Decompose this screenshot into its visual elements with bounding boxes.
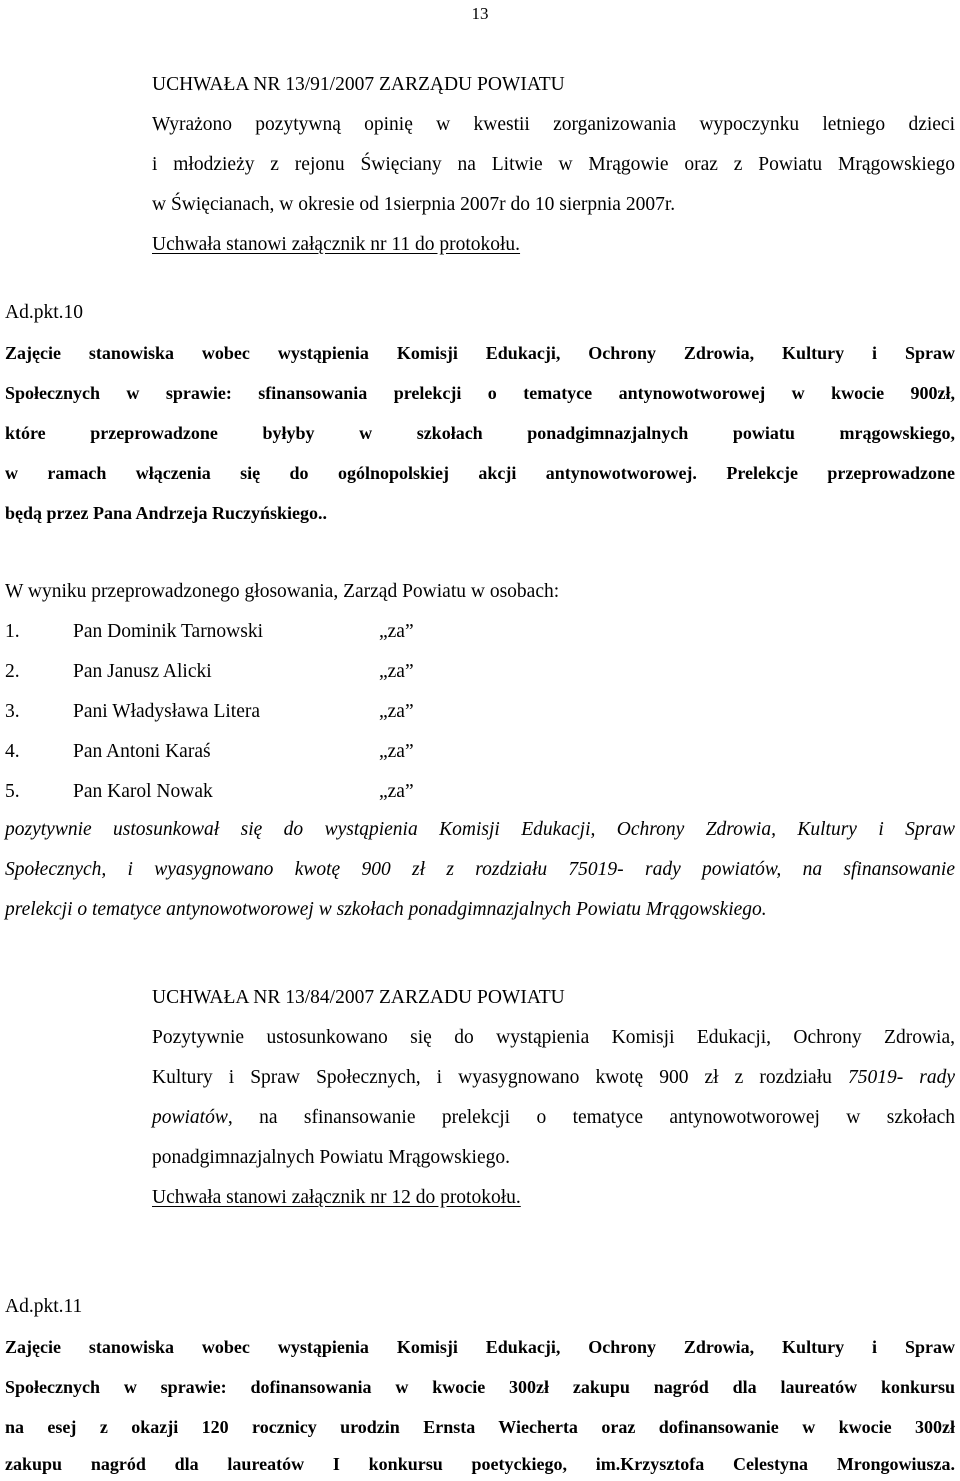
vote-number: 2. xyxy=(5,661,20,682)
list-item xyxy=(5,612,505,652)
attachment-note: Uchwała stanowi załącznik nr 12 do protokołu. xyxy=(152,1187,521,1208)
vote-value: „za” xyxy=(379,661,414,682)
resolution-text-line: ponadgimnazjalnych Powiatu Mrągowskiego. xyxy=(152,1147,510,1168)
text-segment-italic: 75019- rady xyxy=(847,1067,955,1088)
vote-value: „za” xyxy=(379,741,414,762)
text-segment-italic: powiatów xyxy=(152,1107,228,1128)
resolution-text-line: Pozytywnie ustosunkowano się do wystąpienia Komisji Edukacji, Ochrony Zdrowia, xyxy=(152,1027,955,1048)
vote-list xyxy=(5,612,505,812)
agenda-label: Ad.pkt.11 xyxy=(5,1296,83,1317)
vote-number: 4. xyxy=(5,741,20,762)
board-member-name: Pan Antoni Karaś xyxy=(73,741,211,762)
page-number: 13 xyxy=(471,4,489,23)
resolution-text-line xyxy=(152,1098,955,1138)
agenda-text-line: na esej z okazji 120 rocznicy urodzin Ernsta Wiecherta oraz dofinansowanie w kwocie 300zł xyxy=(5,1417,955,1437)
resolution-13-84 xyxy=(152,978,955,1218)
resolution-13-91 xyxy=(152,65,955,265)
board-member-name: Pan Dominik Tarnowski xyxy=(73,621,264,642)
agenda-text-line: które przeprowadzone byłyby w szkołach ponadgimnazjalnych powiatu mrągowskiego, xyxy=(5,423,955,443)
vote-number: 1. xyxy=(5,621,20,642)
board-member-name: Pani Władysława Litera xyxy=(73,701,260,722)
agenda-text-line: Społecznych w sprawie: dofinansowania w kwocie 300zł zakupu nagród dla laureatów konkursu xyxy=(5,1377,955,1397)
agenda-text-line: Społecznych w sprawie: sfinansowania prelekcji o tematyce antynowotworowej w kwocie 900zł, xyxy=(5,383,955,403)
board-member-name: Pan Karol Nowak xyxy=(73,781,213,802)
vote-value: „za” xyxy=(379,781,414,802)
list-item xyxy=(5,772,505,812)
result-text-line: prelekcji o tematyce antynowotworowej w szkołach ponadgimnazjalnych Powiatu Mrągowskiego. xyxy=(5,899,767,920)
result-text-line: Społecznych, i wyasygnowano kwotę 900 zł z rozdziału 75019- rady powiatów, na sfinansowanie xyxy=(5,859,955,880)
agenda-item-11 xyxy=(5,1287,955,1481)
board-member-name: Pan Janusz Alicki xyxy=(73,661,212,682)
vote-intro: W wyniku przeprowadzonego głosowania, Zarząd Powiatu w osobach: xyxy=(5,581,560,602)
resolution-text-line: i młodzieży z rejonu Święciany na Litwie w Mrągowie oraz z Powiatu Mrągowskiego xyxy=(152,154,955,175)
agenda-item-10 xyxy=(5,293,955,533)
vote-value: „za” xyxy=(379,621,414,642)
list-item xyxy=(5,692,505,732)
agenda-text-line: Zajęcie stanowiska wobec wystąpienia Komisji Edukacji, Ochrony Zdrowia, Kultury i Spraw xyxy=(5,1337,955,1357)
agenda-label: Ad.pkt.10 xyxy=(5,302,83,323)
agenda-text-line: w ramach włączenia się do ogólnopolskiej akcji antynowotworowej. Prelekcje przeprowadzone xyxy=(5,463,955,483)
agenda-text-line: Zajęcie stanowiska wobec wystąpienia Komisji Edukacji, Ochrony Zdrowia, Kultury i Spraw xyxy=(5,343,955,363)
text-segment: , na sfinansowanie prelekcji o tematyce antynowotworowej w szkołach xyxy=(227,1107,955,1128)
text-segment: Kultury i Spraw Społecznych, i wyasygnowano kwotę 900 zł z rozdziału xyxy=(152,1067,848,1088)
vote-number: 5. xyxy=(5,781,20,802)
resolution-heading: UCHWAŁA NR 13/91/2007 ZARZĄDU POWIATU xyxy=(152,74,565,95)
agenda-text-line: zakupu nagród dla laureatów I konkursu poetyckiego, im.Krzysztofa Celestyna Mrongowiusza. xyxy=(5,1454,955,1474)
attachment-note: Uchwała stanowi załącznik nr 11 do protokołu. xyxy=(152,234,521,255)
resolution-text-line xyxy=(152,1058,955,1098)
vote-number: 3. xyxy=(5,701,20,722)
resolution-heading: UCHWAŁA NR 13/84/2007 ZARZADU POWIATU xyxy=(152,987,565,1008)
resolution-text-line: w Święcianach, w okresie od 1sierpnia 2007r do 10 sierpnia 2007r. xyxy=(152,194,676,215)
list-item xyxy=(5,732,505,772)
resolution-text-line: Wyrażono pozytywną opinię w kwestii zorganizowania wypoczynku letniego dzieci xyxy=(152,114,955,135)
list-item xyxy=(5,652,505,692)
result-text-line: pozytywnie ustosunkował się do wystąpienia Komisji Edukacji, Ochrony Zdrowia, Kultury i Spraw xyxy=(5,819,955,840)
agenda-text-line: będą przez Pana Andrzeja Ruczyńskiego.. xyxy=(5,503,327,523)
vote-value: „za” xyxy=(379,701,414,722)
vote-result xyxy=(5,810,955,930)
